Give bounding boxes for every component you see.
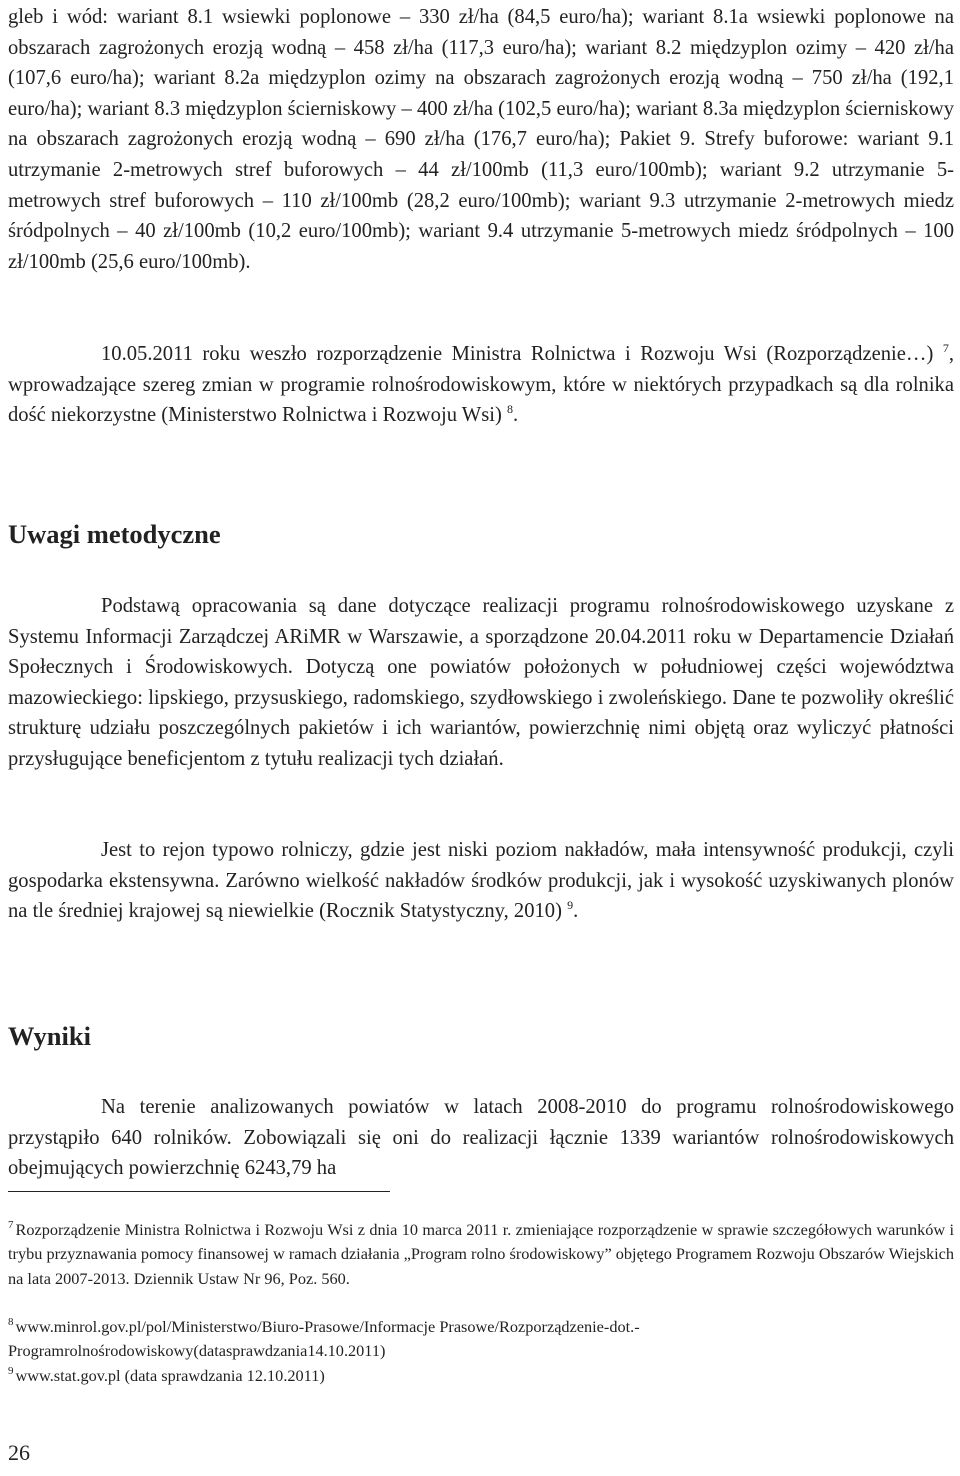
region-text-end: . [573,900,579,923]
footnote-8-number: 8 [8,1316,14,1328]
regulation-text-b: , wprowadzające szereg zmian w programie rolnośrodowiskowym, które w niektórych przypadkach są dla rolnika dość niekorzystne (Ministerstwo Rolnictwa i Rozwoju Wsi) [8,343,954,427]
region-text: Jest to rejon typowo rolniczy, gdzie jest niski poziom nakładów, mała intensywność produkcji, czyli gospodarka ekstensywna. Zarówno wielkość nakładów środków produkcji, jak i wysokość uzyskiwanych plonów na tle średniej krajowej są niewielkie (Rocznik Statystyczny, 2010) [8,839,954,923]
page-number: 26 [8,1440,30,1465]
paragraph-regulation [8,339,954,431]
footnote-9-number: 9 [8,1365,14,1377]
footnote-8-link-line1: www.minrol.gov.pl/pol/Ministerstwo/Biuro-Prasowe/Informacje Prasowe/Rozporządzenie-dot.- [15,1317,640,1336]
regulation-text-c: . [512,404,519,427]
footnote-9 [8,1364,954,1388]
footnote-ref-8: 8 [506,402,513,417]
heading-uwagi-metodyczne: Uwagi metodyczne [8,519,221,549]
footnote-9-text: www.stat.gov.pl (data sprawdzania 12.10.2011) [15,1366,325,1385]
footnote-7 [8,1218,954,1291]
heading-wyniki: Wyniki [8,1021,91,1051]
paragraph-packages: gleb i wód: wariant 8.1 wsiewki poplonowe – 330 zł/ha (84,5 euro/ha); wariant 8.1a wsiewki poplonowe na obszarach zagrożonych erozją wodną – 458 zł/ha (117,3 euro/ha); wariant 8.2 międzyplon ozimy – 420 zł/ha (107,6 euro/ha); wariant 8.2a międzyplon ozimy na obszarach zagrożonych erozją wodną – 750 zł/ha (192,1 euro/ha); wariant 8.3 międzyplon ścierniskowy – 400 zł/ha (102,5 euro/ha); wariant 8.3a międzyplon ścierniskowy na obszarach zagrożonych erozją wodną – 690 zł/ha (176,7 euro/ha); Pakiet 9. Strefy buforowe: wariant 9.1 utrzymanie 2-metrowych stref buforowych – 44 zł/100mb (11,3 euro/100mb); wariant 9.2 utrzymanie 5-metrowych stref buforowych – 110 zł/100mb (28,2 euro/100mb); wariant 9.3 utrzymanie 2-metrowych miedz śródpolnych – 40 zł/100mb (10,2 euro/100mb); wariant 9.4 utrzymanie 5-metrowych miedz śródpolnych – 100 zł/100mb (25,6 euro/100mb). [8,6,954,273]
footnote-separator [8,1191,390,1192]
footnote-8-link-line2: Programrolnośrodowiskowy(datasprawdzania14.10.2011) [8,1341,386,1361]
footnote-7-number: 7 [8,1219,14,1231]
footnote-ref-7: 7 [942,341,949,355]
footnote-8 [8,1315,954,1364]
footnote-7-text: Rozporządzenie Ministra Rolnictwa i Rozwoju Wsi z dnia 10 marca 2011 r. zmieniające rozporządzenie w sprawie szczegółowych warunków i trybu przyznawania pomocy finansowej w ramach działania „Program rolno środowiskowy” objętego Programem Rozwoju Obszarów Wiejskich na lata 2007-2013. Dziennik Ustaw Nr 96, Poz. 560. [8,1220,954,1288]
footnote-ref-9: 9 [567,898,574,913]
paragraph-region [8,835,954,927]
paragraph-methodology: Podstawą opracowania są dane dotyczące realizacji programu rolnośrodowiskowego uzyskane z Systemu Informacji Zarządczej ARiMR w Warszawie, a sporządzone 20.04.2011 roku w Departamencie Działań Społecznych i Środowiskowych. Dotyczą one powiatów położonych w południowej części województwa mazowieckiego: lipskiego, przysuskiego, radomskiego, szydłowskiego i zwoleńskiego. Dane te pozwoliły określić strukturę udziału poszczególnych pakietów i ich wariantów, powierzchnię nimi objętą oraz wyliczyć płatności przysługujące beneficjentom z tytułu realizacji tych działań. [8,595,954,770]
regulation-text-a: 10.05.2011 roku weszło rozporządzenie Ministra Rolnictwa i Rozwoju Wsi (Rozporządzenie…) [101,343,934,365]
paragraph-results: Na terenie analizowanych powiatów w latach 2008-2010 do programu rolnośrodowiskowego przystąpiło 640 rolników. Zobowiązali się oni do realizacji łącznie 1339 wariantów rolnośrodowiskowych obejmujących powierzchnię 6243,79 ha [8,1096,954,1180]
